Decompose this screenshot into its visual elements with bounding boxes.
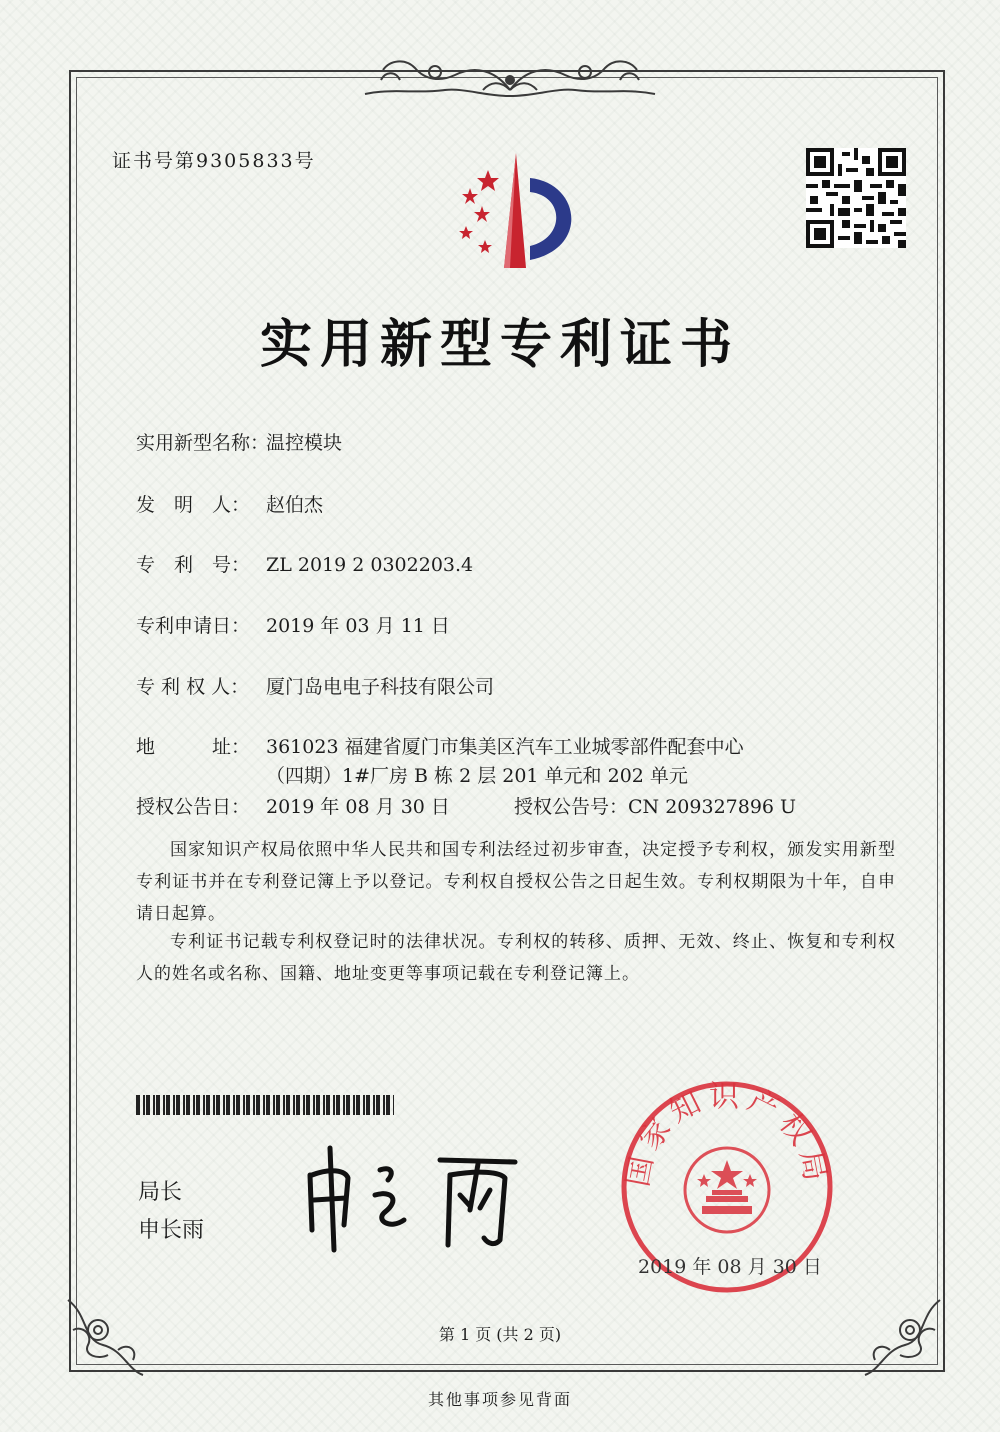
field-value: 赵伯杰 (266, 494, 324, 516)
top-ornament-icon (355, 50, 665, 102)
field-label: 专 利 号： (136, 554, 251, 576)
field-label: 实用新型名称： (136, 432, 270, 454)
certificate-title: 实用新型专利证书 (259, 314, 740, 375)
seal-text: 国家知识产权局 (620, 1079, 834, 1190)
field-label: 专 利 权 人： (136, 676, 250, 698)
field-utility-model-name (136, 428, 342, 455)
field-grant-date (136, 792, 450, 819)
field-inventor (136, 490, 323, 517)
director-signature-icon (300, 1140, 530, 1255)
field-value: 2019 年 03 月 11 日 (266, 615, 450, 637)
field-label: 地 址： (136, 736, 251, 758)
field-value: ZL 2019 2 0302203.4 (266, 554, 474, 576)
field-value: CN 209327896 U (628, 796, 797, 818)
certificate-number: 证书号第9305833号 (112, 150, 316, 172)
field-label: 授权公告号： (514, 796, 629, 818)
field-address (136, 732, 744, 759)
patent-office-logo-icon (430, 148, 590, 278)
field-patentee (136, 672, 494, 699)
field-label: 授权公告日： (136, 796, 251, 818)
footer-note: 其他事项参见背面 (427, 1390, 572, 1409)
director-name: 申长雨 (138, 1218, 205, 1243)
paragraph-grant-statement: 国家知识产权局依照中华人民共和国专利法经过初步审查，决定授予专利权，颁发实用新型专利证书并在专利登记簿上予以登记。专利权自授权公告之日起生效。专利权期限为十年，自申请日起算。 (136, 840, 896, 924)
field-value: 温控模块 (266, 432, 343, 454)
field-address-line2: （四期）1#厂房 B 栋 2 层 201 单元和 202 单元 (266, 765, 688, 787)
field-patent-number (136, 550, 473, 577)
barcode-icon (136, 1095, 394, 1115)
page-number: 第 1 页 (共 2 页) (438, 1325, 562, 1344)
field-label: 专利申请日： (136, 615, 251, 637)
seal-date: 2019 年 08 月 30 日 (638, 1256, 822, 1278)
director-title: 局长 (138, 1180, 183, 1205)
qr-code-icon (806, 148, 906, 248)
paragraph-legal-status: 专利证书记载专利权登记时的法律状况。专利权的转移、质押、无效、终止、恢复和专利权人的姓名或名称、国籍、地址变更等事项记载在专利登记簿上。 (136, 932, 896, 984)
field-grant-number (514, 792, 796, 819)
field-value: 2019 年 08 月 30 日 (266, 796, 450, 818)
field-value: 厦门岛电电子科技有限公司 (266, 676, 495, 698)
field-filing-date (136, 611, 450, 638)
field-value-line1: 361023 福建省厦门市集美区汽车工业城零部件配套中心 (266, 736, 744, 758)
field-label: 发 明 人： (136, 494, 251, 516)
